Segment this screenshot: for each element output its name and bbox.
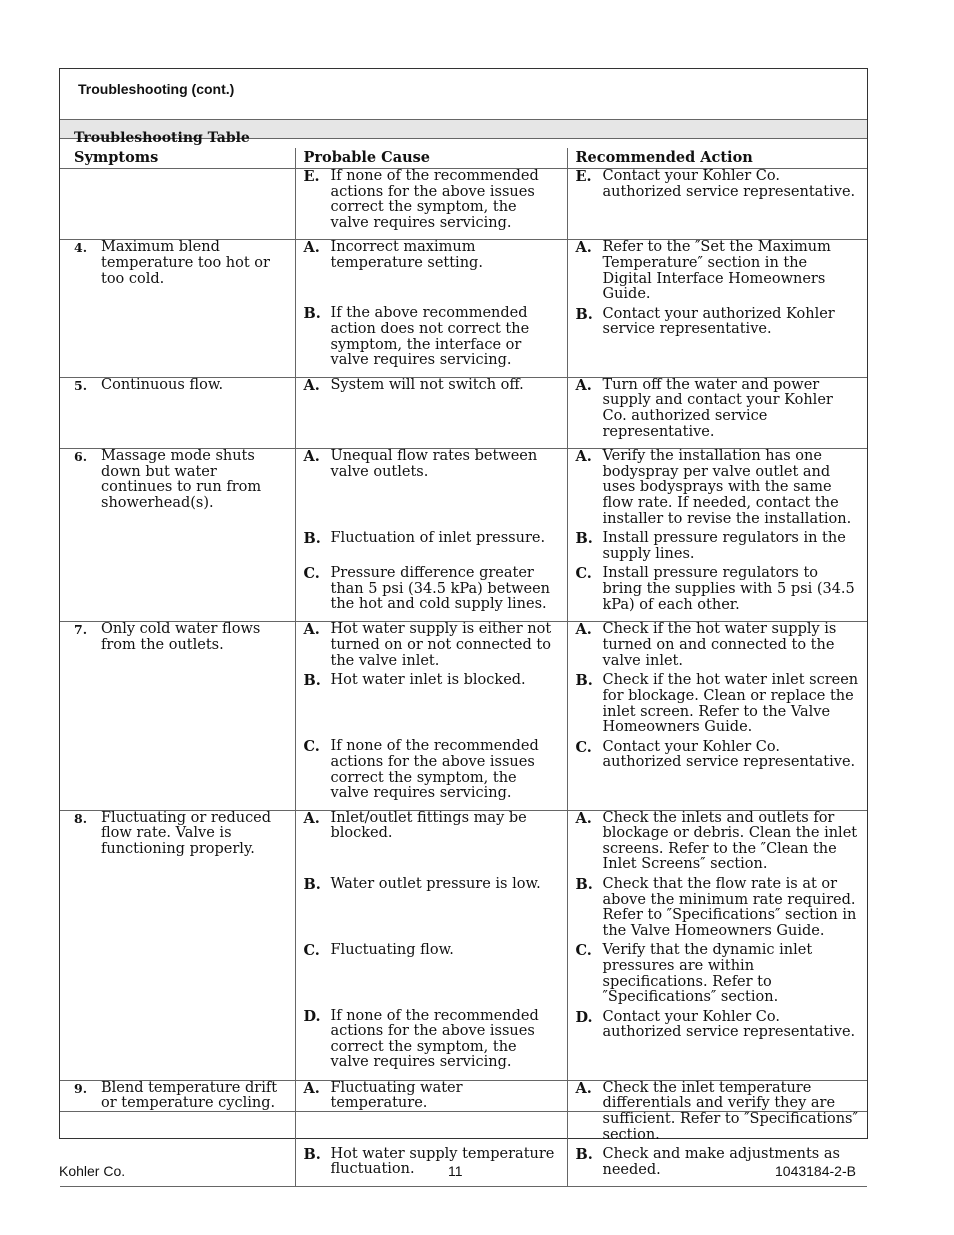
symptom-cell <box>60 810 295 1080</box>
cause-letter: A. <box>303 239 320 257</box>
action-letter: D. <box>575 1008 593 1026</box>
cause-letter: A. <box>303 1079 320 1097</box>
action-letter: B. <box>575 530 593 548</box>
symptom-cell <box>60 622 295 810</box>
action-letter: A. <box>575 621 592 639</box>
cause-item <box>304 877 559 939</box>
action-letter: B. <box>575 876 593 894</box>
section-title: Troubleshooting (cont.) <box>78 81 235 97</box>
column-header-probable-cause: Probable Cause <box>295 148 567 169</box>
table-row <box>60 240 867 377</box>
symptom-number: 8. <box>74 810 88 826</box>
cause-item <box>304 739 559 801</box>
cause-item <box>304 1147 559 1178</box>
action-letter: B. <box>575 1146 593 1164</box>
cause-item <box>304 306 559 368</box>
cause-item <box>304 673 559 735</box>
recommended-action-cell <box>567 377 867 448</box>
action-item <box>576 673 860 735</box>
table-header-row <box>60 148 867 169</box>
action-letter: A. <box>575 239 592 257</box>
table-row <box>60 810 867 1080</box>
cause-text: Incorrect maximum temperature setting. <box>330 239 483 271</box>
action-letter: A. <box>575 809 592 827</box>
table-row <box>60 622 867 810</box>
recommended-action-cell <box>567 810 867 1080</box>
probable-cause-cell <box>295 810 567 1080</box>
action-item <box>576 240 860 302</box>
probable-cause-cell <box>295 449 567 622</box>
symptom-text: Massage mode shuts down but water continues to run from showerhead(s). <box>101 448 262 511</box>
symptom-text: Blend temperature drift or temperature cycling. <box>101 1079 278 1112</box>
recommended-action-cell <box>567 449 867 622</box>
symptom-cell <box>60 169 295 240</box>
action-item <box>576 531 860 562</box>
action-item <box>576 943 860 1005</box>
cause-letter: A. <box>303 621 320 639</box>
cause-text: Fluctuating water temperature. <box>330 1079 463 1112</box>
cause-item <box>304 1009 559 1071</box>
action-letter: A. <box>575 376 592 394</box>
recommended-action-cell <box>567 169 867 240</box>
action-text: Verify the installation has one bodyspray per valve outlet and uses bodysprays with the same flow rate. If needed, contact the installer to revise the installation. <box>602 448 852 527</box>
action-text: Turn off the water and power supply and contact your Kohler Co. authorized service representative. <box>602 376 833 440</box>
action-item <box>576 307 860 369</box>
cause-letter: A. <box>303 448 320 466</box>
cause-text: System will not switch off. <box>330 376 524 393</box>
recommended-action-cell <box>567 240 867 377</box>
cause-letter: C. <box>303 738 320 756</box>
action-text: Contact your Kohler Co. authorized service representative. <box>602 168 856 200</box>
column-header-recommended-action: Recommended Action <box>567 148 867 169</box>
table-row <box>60 449 867 622</box>
action-text: Check that the flow rate is at or above the minimum rate required. Refer to ″Specifications″ section in the Valve Homeowners Guide. <box>602 876 857 939</box>
footer-company: Kohler Co. <box>59 1163 126 1179</box>
action-letter: A. <box>575 448 592 466</box>
action-text: Contact your Kohler Co. authorized service representative. <box>602 738 856 771</box>
cause-text: If none of the recommended actions for the above issues correct the symptom, the valve requires servicing. <box>330 738 539 802</box>
cause-text: Fluctuation of inlet pressure. <box>330 530 546 547</box>
cause-letter: B. <box>303 305 321 323</box>
action-letter: A. <box>575 1079 592 1097</box>
cause-text: If none of the recommended actions for the above issues correct the symptom, the valve requires servicing. <box>330 168 539 231</box>
action-item <box>576 566 860 613</box>
cause-item <box>304 378 559 440</box>
action-text: Refer to the ″Set the Maximum Temperature″ section in the Digital Interface Homeowners Guide. <box>602 239 831 303</box>
cause-text: Hot water supply is either not turned on or not connected to the valve inlet. <box>330 621 552 669</box>
symptom-text: Only cold water flows from the outlets. <box>101 621 261 653</box>
cause-text: Inlet/outlet fittings may be blocked. <box>330 809 527 842</box>
cause-letter: B. <box>303 530 321 548</box>
symptom-cell <box>60 449 295 622</box>
action-text: Check if the hot water inlet screen for blockage. Clean or replace the inlet screen. Refer to the Valve Homeowners Guide. <box>602 672 859 736</box>
action-item <box>576 877 860 939</box>
symptom-number: 5. <box>74 377 88 393</box>
action-item <box>576 811 860 873</box>
cause-item <box>304 169 559 231</box>
probable-cause-cell <box>295 169 567 240</box>
symptom-number: 9. <box>74 1080 88 1096</box>
probable-cause-cell <box>295 377 567 448</box>
action-item <box>576 1010 860 1072</box>
cause-item <box>304 240 559 302</box>
action-letter: C. <box>575 565 592 583</box>
symptom-text: Fluctuating or reduced flow rate. Valve is functioning properly. <box>101 809 272 857</box>
action-item <box>576 378 860 440</box>
action-item <box>576 622 860 669</box>
cause-letter: B. <box>303 672 321 690</box>
action-text: Check the inlet temperature differentials and verify they are sufficient. Refer to ″Specifications″ section. <box>602 1079 858 1143</box>
table-title: Troubleshooting Table <box>74 130 250 146</box>
action-text: Check the inlets and outlets for blockage or debris. Clean the inlet screens. Refer to the ″Clean the Inlet Screens″ section. <box>602 809 858 873</box>
cause-item <box>304 622 559 669</box>
action-item <box>576 740 860 802</box>
footer-document-number: 1043184-2-B <box>775 1163 856 1179</box>
action-letter: B. <box>575 305 593 323</box>
cause-letter: A. <box>303 376 320 394</box>
action-text: Contact your authorized Kohler service representative. <box>602 305 835 338</box>
cause-text: Pressure difference greater than 5 psi (34.5 kPa) between the hot and cold supply lines. <box>330 565 551 613</box>
symptom-number: 4. <box>74 240 88 256</box>
action-text: Install pressure regulators in the supply lines. <box>602 530 846 562</box>
symptom-text: Maximum blend temperature too hot or too cold. <box>101 239 270 287</box>
cause-item <box>304 943 559 1005</box>
action-item <box>576 449 860 527</box>
table-empty-footer-row <box>60 1111 867 1138</box>
action-text: Contact your Kohler Co. authorized service representative. <box>602 1008 856 1041</box>
action-item <box>576 169 860 231</box>
table-row <box>60 169 867 240</box>
recommended-action-cell <box>567 622 867 810</box>
cause-item <box>304 449 559 527</box>
cause-text: Hot water inlet is blocked. <box>330 672 526 689</box>
footer-page-number: 11 <box>448 1163 463 1179</box>
cause-text: If none of the recommended actions for the above issues correct the symptom, the valve requires servicing. <box>330 1007 539 1071</box>
symptom-cell <box>60 240 295 377</box>
table-body <box>60 169 867 1187</box>
symptom-number: 7. <box>74 622 88 638</box>
cause-letter: E. <box>303 168 320 185</box>
cause-item <box>304 566 559 613</box>
symptom-text: Continuous flow. <box>101 376 224 393</box>
action-letter: C. <box>575 738 592 756</box>
cause-letter: C. <box>303 565 320 583</box>
cause-item <box>304 531 559 562</box>
action-letter: E. <box>575 168 592 185</box>
cause-text: Hot water supply temperature fluctuation. <box>330 1145 555 1178</box>
column-header-symptoms: Symptoms <box>60 148 295 169</box>
action-text: Check if the hot water supply is turned on and connected to the valve inlet. <box>602 621 837 669</box>
cause-item <box>304 811 559 873</box>
cause-letter: A. <box>303 809 320 827</box>
cause-letter: B. <box>303 875 321 893</box>
probable-cause-cell <box>295 240 567 377</box>
symptom-cell <box>60 377 295 448</box>
cause-text: Water outlet pressure is low. <box>330 875 541 892</box>
cause-letter: B. <box>303 1145 321 1163</box>
action-letter: C. <box>575 942 592 960</box>
cause-letter: D. <box>303 1007 321 1025</box>
cause-letter: C. <box>303 941 320 959</box>
cause-text: Fluctuating flow. <box>330 941 454 958</box>
action-text: Check and make adjustments as needed. <box>602 1146 840 1178</box>
action-text: Install pressure regulators to bring the supplies with 5 psi (34.5 kPa) of each other. <box>602 565 855 613</box>
symptom-number: 6. <box>74 449 88 465</box>
troubleshooting-table <box>60 148 867 1187</box>
cause-text: Unequal flow rates between valve outlets. <box>330 448 538 480</box>
table-title-bar <box>60 119 867 146</box>
cause-text: If the above recommended action does not correct the symptom, the interface or valve requires servicing. <box>330 305 530 369</box>
action-letter: B. <box>575 672 593 690</box>
action-text: Verify that the dynamic inlet pressures are within specifications. Refer to ″Specifications″ section. <box>602 942 813 1006</box>
probable-cause-cell <box>295 622 567 810</box>
table-row <box>60 377 867 448</box>
